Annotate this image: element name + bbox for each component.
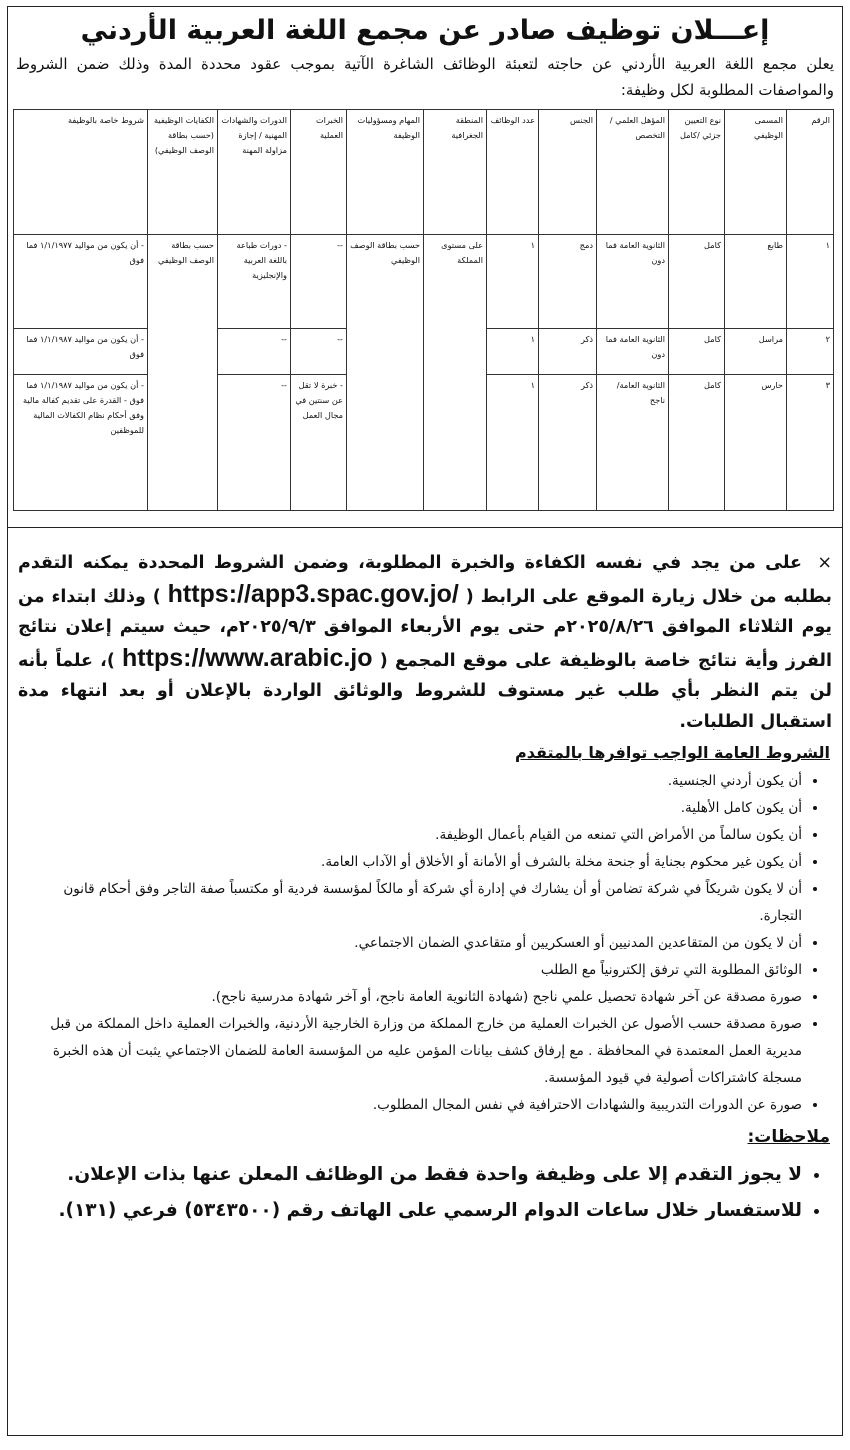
cross-mark-icon: × bbox=[817, 553, 833, 573]
cell-appointment-type: كامل bbox=[669, 235, 725, 329]
cell-job-count: ١ bbox=[487, 235, 539, 329]
announcement-title: إعـــلان توظيف صادر عن مجمع اللغة العربية الأردني bbox=[80, 15, 770, 46]
col-header-region: المنطقة الجغرافية bbox=[424, 110, 487, 235]
academy-website-link[interactable]: https://www.arabic.jo bbox=[122, 643, 373, 672]
cell-appointment-type: كامل bbox=[669, 329, 725, 375]
list-item: • أن يكون أردني الجنسية. bbox=[22, 768, 802, 795]
application-text-1: على من يجد في نفسه الكفاءة والخبرة المطلوبة، وضمن الشروط المحددة يمكنه التقدم بطلبه من خلال زيارة الموقع على الرابط bbox=[18, 553, 832, 607]
cell-number: ١ bbox=[787, 235, 834, 329]
cell-gender: ذكر bbox=[539, 375, 597, 511]
cell-special-conditions: - أن يكون من مواليد ١/١/١٩٨٧ فما فوق - القدرة على تقديم كفالة مالية وفق أحكام نظام الكفالات المالية للموظفين bbox=[14, 375, 148, 511]
general-conditions-heading: الشروط العامة الواجب توافرها بالمتقدم bbox=[514, 743, 830, 762]
col-header-competencies: الكفايات الوظيفية (حسب بطاقة الوصف الوظيفي) bbox=[148, 110, 218, 235]
col-header-special-conditions: شروط خاصة بالوظيفة bbox=[14, 110, 148, 235]
application-paragraph: × على من يجد في نفسه الكفاءة والخبرة المطلوبة، وضمن الشروط المحددة يمكنه التقدم بطلبه من خلال زيارة الموقع على الرابط ( https://app3.spac.gov.jo/ ) وذلك ابتداء من يوم الثلاثاء الموافق ٢٠٢٥/٨/٢٦م حتى يوم الأربعاء الموافق ٢٠٢٥/٩/٣م، حيث سيتم إعلان نتائج الفرز وأية نتائج خاصة بالوظيفة على موقع المجمع ( https://www.arabic.jo )، علماً بأنه لن يتم النظر بأي طلب غير مستوف للشروط والوثائق الواردة بالإعلان أو بعد انتهاء مدة استقبال الطلبات. bbox=[18, 553, 833, 732]
col-header-tasks: المهام ومسؤوليات الوظيفة bbox=[347, 110, 424, 235]
cell-qualification: الثانوية العامة/ ناجح bbox=[597, 375, 669, 511]
application-text-3: ، علماً بأنه لن يتم النظر بأي طلب غير مستوف للشروط والوثائق الواردة بالإعلان أو بعد انتهاء مدة استقبال الطلبات. bbox=[18, 650, 832, 732]
table-row bbox=[14, 235, 834, 329]
list-item: • صورة عن الدورات التدريبية والشهادات الاحترافية في نفس المجال المطلوب. bbox=[22, 1092, 802, 1119]
cell-special-conditions: - أن يكون من مواليد ١/١/١٩٨٧ فما فوق bbox=[14, 329, 148, 375]
application-link[interactable]: https://app3.spac.gov.jo/ bbox=[167, 579, 459, 608]
col-header-appointment-type: نوع التعيين جزئي /كامل bbox=[669, 110, 725, 235]
cell-courses: - دورات طباعة باللغة العربية والإنجليزية bbox=[218, 235, 291, 329]
cell-job-title: طابع bbox=[725, 235, 787, 329]
cell-experience: -- bbox=[291, 235, 347, 329]
cell-appointment-type: كامل bbox=[669, 375, 725, 511]
cell-job-count: ١ bbox=[487, 375, 539, 511]
cell-qualification: الثانوية العامة فما دون bbox=[597, 235, 669, 329]
table-header-row bbox=[14, 110, 834, 235]
notes-list bbox=[8, 1157, 842, 1229]
cell-gender: دمج bbox=[539, 235, 597, 329]
cell-tasks: حسب بطاقة الوصف الوظيفي bbox=[347, 235, 424, 511]
col-header-experience: الخبرات العملية bbox=[291, 110, 347, 235]
intro-text: يعلن مجمع اللغة العربية الأردني عن حاجته لتعبئة الوظائف الشاغرة الآتية بموجب عقود محددة المدة وذلك ضمن الشروط والمواصفات المطلوبة لكل وظيفة: bbox=[16, 55, 834, 99]
cell-region: على مستوى المملكة bbox=[424, 235, 487, 511]
cell-competencies: حسب بطاقة الوصف الوظيفي bbox=[148, 235, 218, 511]
notes-heading: ملاحظات: bbox=[747, 1127, 830, 1147]
general-conditions-list bbox=[8, 768, 842, 1119]
col-header-courses: الدورات والشهادات المهنية / إجازة مزاولة المهنة bbox=[218, 110, 291, 235]
jobs-table bbox=[13, 109, 834, 511]
application-text-2: وذلك ابتداء من يوم الثلاثاء الموافق ٢٠٢٥/٨/٢٦م حتى يوم الأربعاء الموافق ٢٠٢٥/٩/٣م، حيث سيتم إعلان نتائج الفرز وأية نتائج خاصة بالوظيفة على موقع المجمع bbox=[18, 586, 832, 671]
cell-job-title: مراسل bbox=[725, 329, 787, 375]
cell-experience: - خبرة لا تقل عن سنتين في مجال العمل bbox=[291, 375, 347, 511]
cell-special-conditions: - أن يكون من مواليد ١/١/١٩٧٧ فما فوق bbox=[14, 235, 148, 329]
cell-job-count: ١ bbox=[487, 329, 539, 375]
list-item: • لا يجوز التقدم إلا على وظيفة واحدة فقط من الوظائف المعلن عنها بذات الإعلان. bbox=[18, 1157, 802, 1193]
col-header-gender: الجنس bbox=[539, 110, 597, 235]
cell-experience: -- bbox=[291, 329, 347, 375]
cell-courses: -- bbox=[218, 375, 291, 511]
col-header-job-title: المسمى الوظيفي bbox=[725, 110, 787, 235]
cell-courses: -- bbox=[218, 329, 291, 375]
list-item: • أن يكون كامل الأهلية. bbox=[22, 795, 802, 822]
cell-qualification: الثانوية العامة فما دون bbox=[597, 329, 669, 375]
list-item: • أن يكون سالماً من الأمراض التي تمنعه من القيام بأعمال الوظيفة. bbox=[22, 822, 802, 849]
list-item: • أن لا يكون من المتقاعدين المدنيين أو العسكريين أو متقاعدي الضمان الاجتماعي. bbox=[22, 930, 802, 957]
list-item: • أن لا يكون شريكاً في شركة تضامن أو أن يشارك في إدارة أي شركة أو مالكاً لمؤسسة فردية أو مكتسباً صفة التاجر وفق أحكام قانون التجارة. bbox=[22, 876, 802, 930]
col-header-job-count: عدد الوظائف bbox=[487, 110, 539, 235]
list-item: • صورة مصدقة حسب الأصول عن الخبرات العملية من خارج المملكة من وزارة الخارجية الأردنية، والخبرات العملية داخل المملكة من قبل مديرية العمل المعتمدة في المحافظة . مع إرفاق كشف بيانات المؤمن عليه من المؤسسة العامة للضمان الاجتماعي يثبت أن هذه الخبرة مسجلة كاشتراكات أصولية في قيود المؤسسة. bbox=[22, 1011, 802, 1092]
cell-gender: ذكر bbox=[539, 329, 597, 375]
cell-job-title: حارس bbox=[725, 375, 787, 511]
col-header-number: الرقم bbox=[787, 110, 834, 235]
cell-number: ٣ bbox=[787, 375, 834, 511]
col-header-qualification: المؤهل العلمي / التخصص bbox=[597, 110, 669, 235]
list-item: • الوثائق المطلوبة التي ترفق إلكترونياً مع الطلب bbox=[22, 957, 802, 984]
list-item: • للاستفسار خلال ساعات الدوام الرسمي على الهاتف رقم (٥٣٤٣٥٠٠) فرعي (١٣١). bbox=[18, 1193, 802, 1229]
announcement-page bbox=[7, 6, 843, 1436]
cell-number: ٢ bbox=[787, 329, 834, 375]
list-item: • صورة مصدقة عن آخر شهادة تحصيل علمي ناجح (شهادة الثانوية العامة ناجح، أو آخر شهادة مدرسية ناجح). bbox=[22, 984, 802, 1011]
list-item: • أن يكون غير محكوم بجناية أو جنحة مخلة بالشرف أو الأمانة أو الأخلاق أو الآداب العامة. bbox=[22, 849, 802, 876]
